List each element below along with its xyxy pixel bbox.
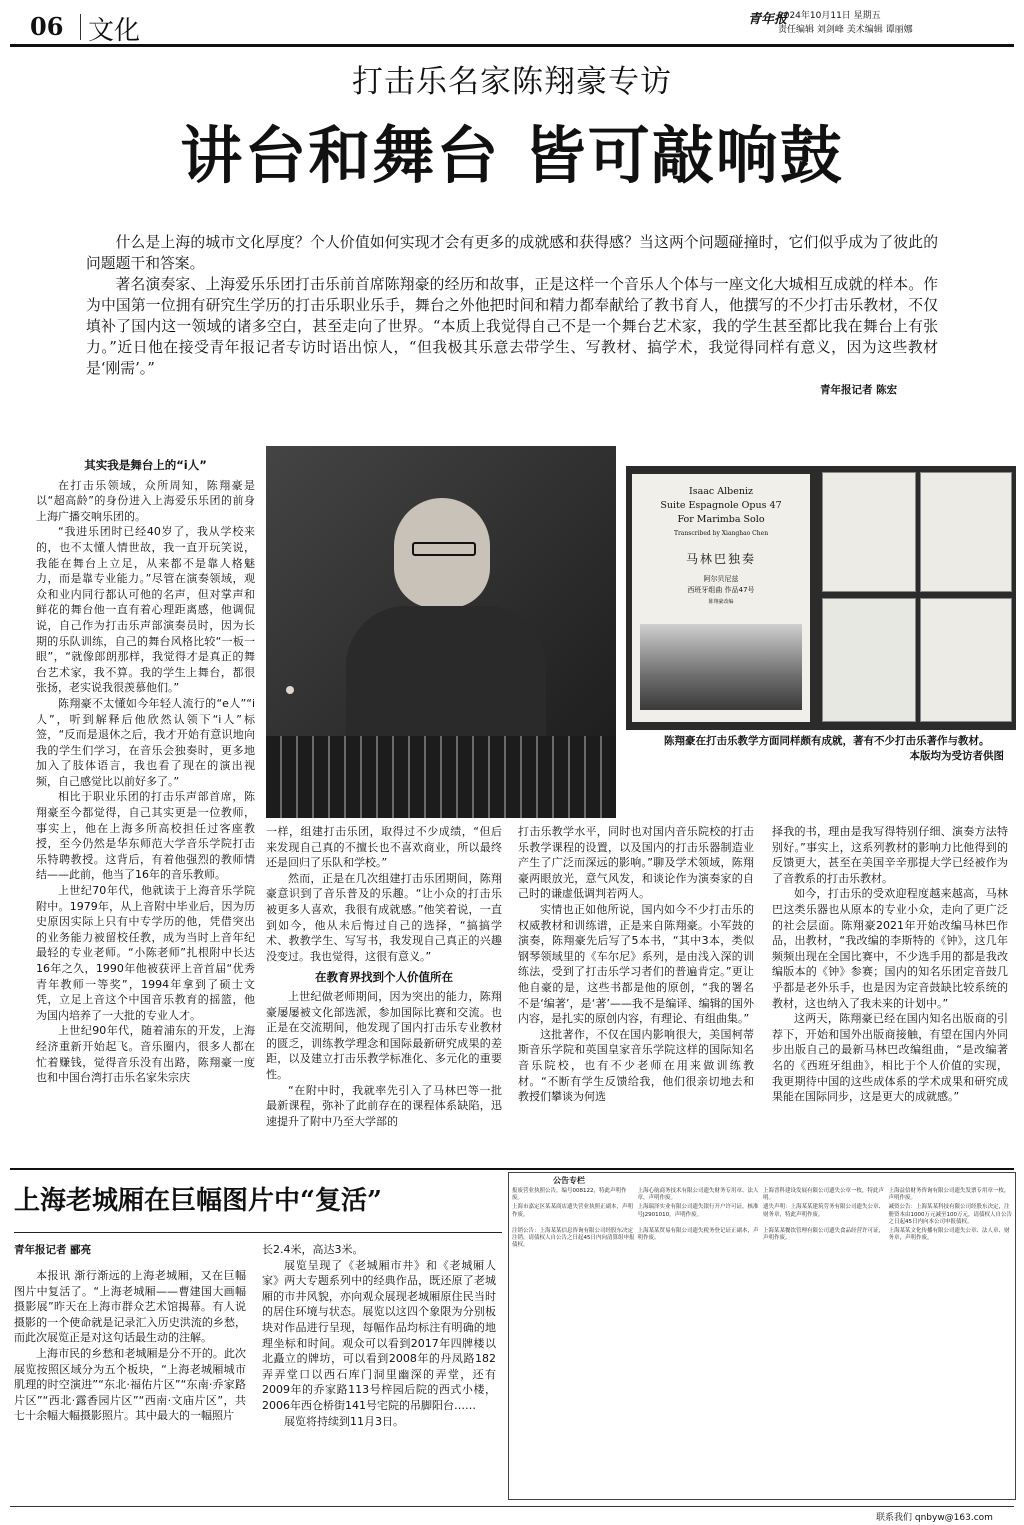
body-paragraph: 实情也正如他所说，国内如今不少打击乐的权威教材和训练谱，正是来自陈翔豪。小军鼓的演奏，陈翔豪先后写了5本书，“其中3本，类似钢琴领域里的《车尔尼》系列，是由浅入深的训练法，受到了打击乐学习者们的普遍肯定。”更让他自豪的是，这些书都是他的原创，“我的署名不是‘编著’，是‘著’——我不是编译、编辑的国外内容，是扎实的原创内容，有理论、有组曲集。”	[518, 902, 754, 1026]
article-lead	[86, 232, 938, 379]
book-zh-title: 马林巴独奏	[685, 552, 756, 566]
body-paragraph: 上海市民的乡愁和老城厢是分不开的。此次展览按照区域分为五个板块，“上海老城厢城市肌理的时空演进”“东北·福佑片区”“东南·乔家路片区”“西北·露香园片区”“西南·文庙片区”，共七十余幅大幅摄影照片。其中最大的一幅照片	[14, 1346, 246, 1423]
book-zh-line: 西班牙组曲 作品47号	[687, 586, 755, 594]
page-number: 06	[30, 12, 64, 41]
footer-contact: 联系我们 qnbyw@163.com	[876, 1513, 993, 1523]
notice-item: 上海益信财务咨询有限公司遗失发票专用章一枚，声明作废。	[888, 1188, 1010, 1202]
article2-headline: 上海老城厢在巨幅图片中“复活”	[14, 1186, 382, 1216]
notice-item: 减资公告：上海某某科技有限公司经股东决定，注册资本由1000万元减至100万元，请债权人自公告之日起45日内向本公司申报债权。	[888, 1204, 1012, 1225]
column-1	[36, 458, 255, 1086]
caption-text: 陈翔豪在打击乐教学方面同样颇有成就，著有不少打击乐著作与教材。	[664, 735, 990, 747]
article-kicker: 打击乐名家陈翔豪专访	[352, 64, 672, 100]
footer-rule	[10, 1506, 1014, 1507]
notice-item: 上海瑞泽实业有限公司遗失银行开户许可证，核准号J2901010，声明作废。	[637, 1204, 759, 1218]
book-zh-line: 阿尔贝尼兹	[703, 575, 739, 583]
portrait-photo	[266, 446, 616, 818]
mallet	[286, 686, 294, 694]
book-zh-line: 陈翔豪改编	[708, 599, 734, 605]
body-paragraph: 这批著作，不仅在国内影响很大，美国柯蒂斯音乐学院和英国皇家音乐学院这样的国际知名音乐院校，也有不少老师在用来做训练教材。“不断有学生反馈给我，他们很亲切地去和教授们攀谈为何选	[518, 1027, 754, 1104]
body-paragraph: 一样，组建打击乐团，取得过不少成绩，“但后来发现自己真的不擅长也不喜欢商业，所以最终还是回归了乐队和学校。”	[266, 825, 502, 870]
editors-line: 责任编辑 刘剑峰 美术编辑 谭丽娜	[778, 25, 913, 35]
musician-body	[346, 606, 546, 756]
body-paragraph: 上世纪70年代，他就读于上海音乐学院附中。1979年，从上音附中毕业后，因为历史原因实际上只有中专学历的他，凭借突出的业务能力被留校任教，成为当时上音年纪最轻的专业老师。“小陈老师”扎根附中长达16年之久，1990年他被获评上音首届“优秀青年教师一等奖”，1994年拿到了硕士文凭，立足上音这个中国音乐教育的摇篮，他为国内培养了一大批的专业人才。	[36, 884, 255, 1022]
section-divider	[10, 1168, 1014, 1170]
musician-glasses	[412, 542, 476, 556]
marimba	[266, 736, 616, 818]
notices-grid	[509, 1188, 1015, 1250]
body-paragraph: 展览将持续到11月3日。	[284, 1414, 404, 1428]
book-landscape	[640, 624, 802, 710]
body-paragraph: 长2.4米，高达3米。	[262, 1243, 364, 1256]
book-cover-small	[920, 472, 1012, 592]
book-cover-albeniz	[632, 474, 810, 722]
notice-item: 上海某某文化传播有限公司遗失公章、法人章、财务章，声明作废。	[888, 1228, 1010, 1242]
notice-item: 上海心航商务技术有限公司遗失财务专用章、法人章，声明作废。	[637, 1188, 759, 1202]
body-paragraph: 这两天，陈翔豪已经在国内知名出版商的引荐下，开始和国外出版商接触，有望在国内外同步出版自己的最新马林巴改编组曲，“是改编著名的《西班牙组曲》，相比于个人价值的实现，我更期待中国的这些成体系的学术成果和研究成果能在国际同步，这是更大的成就感。”	[772, 1012, 1008, 1104]
photo-caption	[664, 734, 1004, 764]
column-3	[518, 824, 754, 1105]
body-paragraph: 相比于职业乐团的打击乐声部首席，陈翔豪至今都觉得，自己其实更是一位教师，事实上，他在上海多所高校担任过客座教授，至今仍然是华东师范大学音乐学院打击乐特聘教授。这背后，有着他强烈的教师情结——此前，他当了16年的音乐教师。	[36, 790, 255, 882]
body-paragraph: 择我的书，理由是我写得特别仔细、演奏方法特别好。”事实上，这系列教材的影响力比他得到的反馈更大，甚至在美国辛辛那提大学已经被作为了音教系的打击乐教材。	[772, 825, 1008, 885]
column-4	[772, 824, 1008, 1105]
header-rule	[10, 44, 1014, 47]
page-header	[0, 0, 1024, 48]
caption-credit: 本版均为受访者供图	[909, 750, 1004, 762]
body-paragraph: 打击乐教学水平，同时也对国内音乐院校的打击乐教学课程的设置，以及国内的打击乐器制造业产生了广泛而深远的影响。”聊及学术领域，陈翔豪两眼放光，意气风发，和谈论作为演奏家的自己时的谦虚低调判若两人。	[518, 825, 754, 901]
body-paragraph: 在打击乐领域，众所周知，陈翔豪是以“超高龄”的身份进入上海爱乐乐团的前身上海广播交响乐团的。	[36, 478, 255, 523]
lead-paragraph: 什么是上海的城市文化厚度？个人价值如何实现才会有更多的成就感和获得感？当这两个问题碰撞时，它们似乎成为了彼此的问题题干和答案。	[86, 234, 938, 272]
article2-column-1	[14, 1268, 246, 1424]
notices-title: 公告专栏	[553, 1176, 585, 1185]
book-cover-small	[822, 598, 916, 722]
body-paragraph: 上世纪做老师期间，因为突出的能力，陈翔豪屡屡被文化部选派，参加国际比赛和交流。也正是在交流期间，他发现了国内打击乐专业教材的匮乏，训练教学理念和国际最新研究成果的差距，以及建立打击乐教学标准化、多元化的重要性。	[266, 989, 502, 1081]
book-cover-small	[920, 598, 1012, 722]
notice-item: 上海某某贸易有限公司遗失税务登记证正副本，声明作废。	[637, 1228, 759, 1242]
notice-item: 注销公告：上海某某信息咨询有限公司经股东决定注销，请债权人自公告之日起45日内向清算组申报债权。	[512, 1228, 635, 1249]
body-paragraph: 展览呈现了《老城厢市井》和《老城厢人家》两大专题系列中的经典作品，既还原了老城厢的市井风貌，亦向观众展现老城厢原住民当时的居住环境与状态。展览以这四个象限为分别板块对作品进行呈现，每幅作品均标注有明确的地理坐标和时间。观众可以看到2017年四牌楼以北矗立的牌坊，可以看到2008年的丹凤路182弄弄堂口以西石库门洞里幽深的弄堂，还有2009年的乔家路113号梓园后院的西式小楼，2006年西仓桥街141号宅院的吊脚阳台……	[262, 1258, 496, 1412]
books-photo	[626, 466, 1016, 730]
book-en-line: Isaac Albeniz	[688, 486, 754, 497]
section-name: 文化	[88, 16, 141, 46]
article2-column-2	[262, 1242, 496, 1429]
book-en-line: Suite Espagnole Opus 47	[660, 500, 782, 511]
body-paragraph: 然而，正是在几次组建打击乐团期间，陈翔豪意识到了音乐普及的乐趣。“让小众的打击乐被更多人喜欢，我很有成就感。”他笑着说，一直到如今，他从未后悔过自己的选择，“搞搞学术、教教学生、写写书，我发现自己真正的兴趣没变过。我也觉得，这很有意义。”	[266, 871, 502, 963]
notice-item: 上海某某餐饮管理有限公司遗失食品经营许可证，声明作废。	[763, 1228, 885, 1242]
body-paragraph: 本报讯 渐行渐远的上海老城厢，又在巨幅图片中复活了。“上海老城厢——曹建国大画幅摄影展”昨天在上海市群众艺术馆揭幕。有人说摄影的一个使命就是记录汇入历史洪流的乡愁，而此次展览正是对这句话最生动的注解。	[14, 1269, 246, 1345]
subheading: 在教育界找到个人价值所在	[315, 970, 453, 985]
notice-item: 报废营业执照公告，编号008122，特此声明作废。	[512, 1188, 627, 1202]
notice-item: 上海市嘉定区某某商店遗失营业执照正副本，声明作废。	[512, 1204, 634, 1218]
column-2	[266, 824, 502, 1129]
body-paragraph: 上世纪90年代，随着浦东的开发，上海经济重新开始起飞。音乐圈内，很多人都在忙着赚钱，觉得音乐没有出路，陈翔豪一度也和中国台湾打击乐名家朱宗庆	[36, 1024, 255, 1085]
header-divider	[80, 14, 81, 40]
subheading: 其实我是舞台上的“i人”	[84, 458, 207, 472]
body-paragraph: “我进乐团时已经40岁了，我从学校来的，也不太懂人情世故，我一直开玩笑说，我能在舞台上立足，从来都不是靠人格魅力，而是靠专业能力。”尽管在演奏领域，观众和业内同行都认可他的名声，但对掌声和鲜花的舞台他一直有着心理距离感，他调侃说，自己作为打击乐声部演奏员时，因为长期的乐队训练，自己的舞台风格比较“一板一眼”，“就像郎朗那样，我觉得才是真正的舞台艺术家，我不算。我的学生上舞台，都很张扬，老实说我很羡慕他们。”	[36, 525, 255, 695]
article2-rule	[14, 1232, 502, 1233]
lead-paragraph: 著名演奏家、上海爱乐乐团打击乐前首席陈翔豪的经历和故事，正是这样一个音乐人个体与一座文化大城相互成就的样本。作为中国第一位拥有研究生学历的打击乐职业乐手，舞台之外他把时间和精力都奉献给了教书育人，他撰写的不少打击乐教材，不仅填补了国内这一领域的诸多空白，甚至走向了世界。“本质上我觉得自己不是一个舞台艺术家，我的学生甚至都比我在舞台上有张力。”近日他在接受青年报记者专访时语出惊人，“但我极其乐意去带学生、写教材、搞学术，我觉得同样有意义，因为这些教材是‘刚需’。”	[86, 276, 938, 377]
book-en-line: For Marimba Solo	[677, 514, 765, 525]
body-paragraph: 陈翔豪不太懂如今年轻人流行的“e人”“i人”，听到解释后他欣然认领下“i人”标签，“反而是退休之后，我才开始有意识地向我的学生们学习，在音乐会独奏时，更多地加入了肢体语言，我也看了现在的演出视频，自己感觉比以前好多了。”	[36, 696, 255, 788]
body-paragraph: “在附中时，我就率先引入了马林巴等一批最新课程，弥补了此前存在的课程体系缺陷，迅速提升了附中乃至大学部的	[266, 1083, 502, 1128]
article-byline: 青年报记者 陈宏	[820, 384, 898, 396]
article2-byline: 青年报记者 郦亮	[14, 1244, 92, 1256]
article-headline: 讲台和舞台 皆可敲响鼓	[180, 119, 844, 192]
book-cover-small	[822, 472, 916, 592]
body-paragraph: 如今，打击乐的受欢迎程度越来越高，马林巴这类乐器也从原本的专业小众，走向了更广泛的社会层面。陈翔豪2021年开始改编马林巴作品，出教材，“我改编的李斯特的《钟》，这几年频频出现在全国比赛中，不少选手用的都是我改编版本的《钟》参赛；国内的知名乐团定音鼓几乎都是老外乐手，也是因为定音鼓缺比较系统的教材，这也纳入了我未来的计划中。”	[772, 887, 1008, 1010]
notice-item: 上海晋科建设发展有限公司遗失公章一枚，特此声明。	[763, 1188, 885, 1202]
logo: 青年报	[748, 12, 788, 27]
notice-item: 遗失声明：上海某某建筑劳务有限公司遗失公章、财务章，特此声明作废。	[763, 1204, 885, 1218]
book-en-line: Transcribed by Xianghao Chen	[673, 530, 769, 537]
notices-block	[508, 1172, 1016, 1500]
date-line: 2024年10月11日 星期五	[778, 11, 881, 21]
